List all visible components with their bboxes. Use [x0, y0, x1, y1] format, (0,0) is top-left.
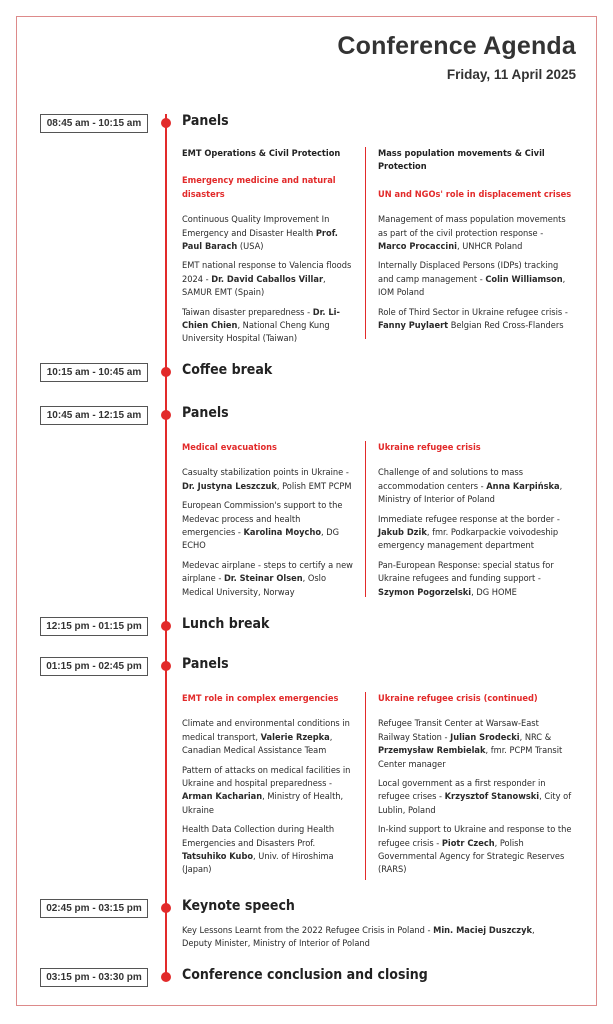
speaker-name: Marco Procaccini	[378, 241, 457, 253]
speaker-name: Prof. Paul Barach	[182, 227, 338, 253]
time-badge: 12:15 pm - 01:15 pm	[40, 617, 148, 636]
timeline-dot	[161, 118, 171, 128]
agenda-item: Management of mass population movements as part of the civil protection response - Marco Procaccini, UNHCR Poland	[378, 214, 566, 253]
session-column-left	[182, 692, 354, 883]
track-title: EMT Operations & Civil Protection	[182, 148, 341, 159]
session-column-left	[182, 147, 354, 352]
session-column-right	[365, 692, 572, 880]
speaker-name: Tatsuhiko Kubo	[182, 851, 254, 863]
time-badge: 10:45 am - 12:15 am	[40, 406, 148, 425]
agenda-item: Climate and environmental conditions in medical transport, Valerie Rzepka, Canadian Medical Assistance Team	[182, 718, 350, 757]
slot-title: Conference conclusion and closing	[182, 967, 428, 983]
session-title: Medical evacuations	[182, 442, 277, 453]
slot-title: Panels	[182, 405, 229, 421]
time-badge: 03:15 pm - 03:30 pm	[40, 968, 148, 987]
slot-title: Lunch break	[182, 616, 270, 632]
timeline-dot	[161, 367, 171, 377]
timeline-dot	[161, 621, 171, 631]
agenda-item: European Commission's support to the Medevac process and health emergencies - Karolina Moycho, DG ECHO	[182, 500, 343, 552]
agenda-item: Health Data Collection during Health Emergencies and Disasters Prof. Tatsuhiko Kubo, Univ. of Hiroshima (Japan)	[182, 824, 335, 876]
speaker-name: Piotr Czech	[441, 837, 495, 849]
agenda-item: Medevac airplane - steps to certify a new airplane - Dr. Steinar Olsen, Oslo Medical University, Norway	[182, 559, 353, 598]
speaker-name: Karolina Moycho	[243, 527, 322, 539]
agenda-item: Refugee Transit Center at Warsaw-East Railway Station - Julian Srodecki, NRC & Przemysław Rembielak, fmr. PCPM Transit Center manager	[378, 718, 563, 770]
slot-title: Coffee break	[182, 362, 273, 378]
session-title: EMT role in complex emergencies	[182, 693, 339, 704]
agenda-item: Pattern of attacks on medical facilities in Ukraine and hospital preparedness - Arman Kacharian, Ministry of Health, Ukraine	[182, 764, 351, 816]
speaker-name: Fanny Puylaert	[378, 320, 449, 332]
speaker-name: Jakub Dzik	[378, 527, 427, 539]
speaker-name: Colin Williamson	[485, 273, 563, 285]
slot-title: Keynote speech	[182, 898, 295, 914]
agenda-item: Role of Third Sector in Ukraine refugee crisis - Fanny Puylaert Belgian Red Cross-Flanders	[378, 306, 568, 332]
speaker-name: Valerie Rzepka	[260, 731, 330, 743]
speaker-name: Krzysztof Stanowski	[444, 791, 540, 803]
keynote-item: Key Lessons Learnt from the 2022 Refugee Crisis in Poland - Min. Maciej Duszczyk, Deputy Minister, Ministry of Interior of Poland	[182, 925, 535, 950]
time-badge: 10:15 am - 10:45 am	[40, 363, 148, 382]
agenda-item: Casualty stabilization points in Ukraine - Dr. Justyna Leszczuk, Polish EMT PCPM	[182, 467, 352, 492]
speaker-name: Dr. David Caballos Villar	[211, 273, 324, 285]
session-title: Emergency medicine and natural disasters	[182, 175, 336, 200]
speaker-name: Arman Kacharian	[182, 791, 263, 803]
page-title: Conference Agenda	[337, 32, 576, 60]
timeline-dot	[161, 972, 171, 982]
agenda-item: Taiwan disaster preparedness - Dr. Li-Chien Chien, National Cheng Kung University Hospital (Taiwan)	[182, 306, 340, 345]
time-badge: 02:45 pm - 03:15 pm	[40, 899, 148, 918]
event-date: Friday, 11 April 2025	[446, 67, 576, 82]
speaker-name: Szymon Pogorzelski	[378, 586, 472, 598]
agenda-item: In-kind support to Ukraine and response to the refugee crisis - Piotr Czech, Polish Governmental Agency for Strategic Reserves (RARS)	[378, 824, 572, 876]
speaker-name: Przemysław Rembielak	[378, 745, 486, 757]
slot-title: Panels	[182, 113, 229, 129]
time-badge: 08:45 am - 10:15 am	[40, 114, 148, 133]
speaker-name: Dr. Justyna Leszczuk	[182, 480, 277, 492]
agenda-item: Internally Displaced Persons (IDPs) tracking and camp management - Colin Williamson, IOM Poland	[378, 260, 566, 299]
slot-title: Panels	[182, 656, 229, 672]
speaker-name: Julian Srodecki	[450, 731, 520, 743]
time-badge: 01:15 pm - 02:45 pm	[40, 657, 148, 676]
session-column-left	[182, 441, 354, 605]
session-title: Ukraine refugee crisis	[378, 442, 481, 453]
session-column-right	[365, 147, 572, 339]
timeline-dot	[161, 903, 171, 913]
speaker-name: Min. Maciej Duszczyk	[433, 925, 532, 936]
session-title: UN and NGOs' role in displacement crises	[378, 188, 572, 200]
session-title: Ukraine refugee crisis (continued)	[378, 693, 538, 704]
timeline-line	[165, 114, 167, 980]
agenda-item: Challenge of and solutions to mass accommodation centers - Anna Karpińska, Ministry of Interior of Poland	[378, 467, 563, 506]
track-title: Mass population movements & Civil Protection	[378, 148, 545, 173]
speaker-name: Anna Karpińska	[486, 480, 560, 492]
agenda-item: Immediate refugee response at the border - Jakub Dzik, fmr. Podkarpackie voivodeship emergency management department	[378, 513, 560, 552]
speaker-name: Dr. Li-Chien Chien	[182, 306, 340, 332]
agenda-item: Pan-European Response: special status for Ukraine refugees and funding support - Szymon Pogorzelski, DG HOME	[378, 559, 554, 598]
timeline-dot	[161, 661, 171, 671]
agenda-item: EMT national response to Valencia floods 2024 - Dr. David Caballos Villar, SAMUR EMT (Spain)	[182, 260, 352, 299]
session-column-right	[365, 441, 572, 597]
agenda-item: Local government as a first responder in refugee crises - Krzysztof Stanowski, City of Lublin, Poland	[378, 778, 572, 816]
speaker-name: Dr. Steinar Olsen	[223, 573, 303, 585]
timeline-dot	[161, 410, 171, 420]
agenda-item: Continuous Quality Improvement In Emergency and Disaster Health Prof. Paul Barach (USA)	[182, 214, 338, 253]
